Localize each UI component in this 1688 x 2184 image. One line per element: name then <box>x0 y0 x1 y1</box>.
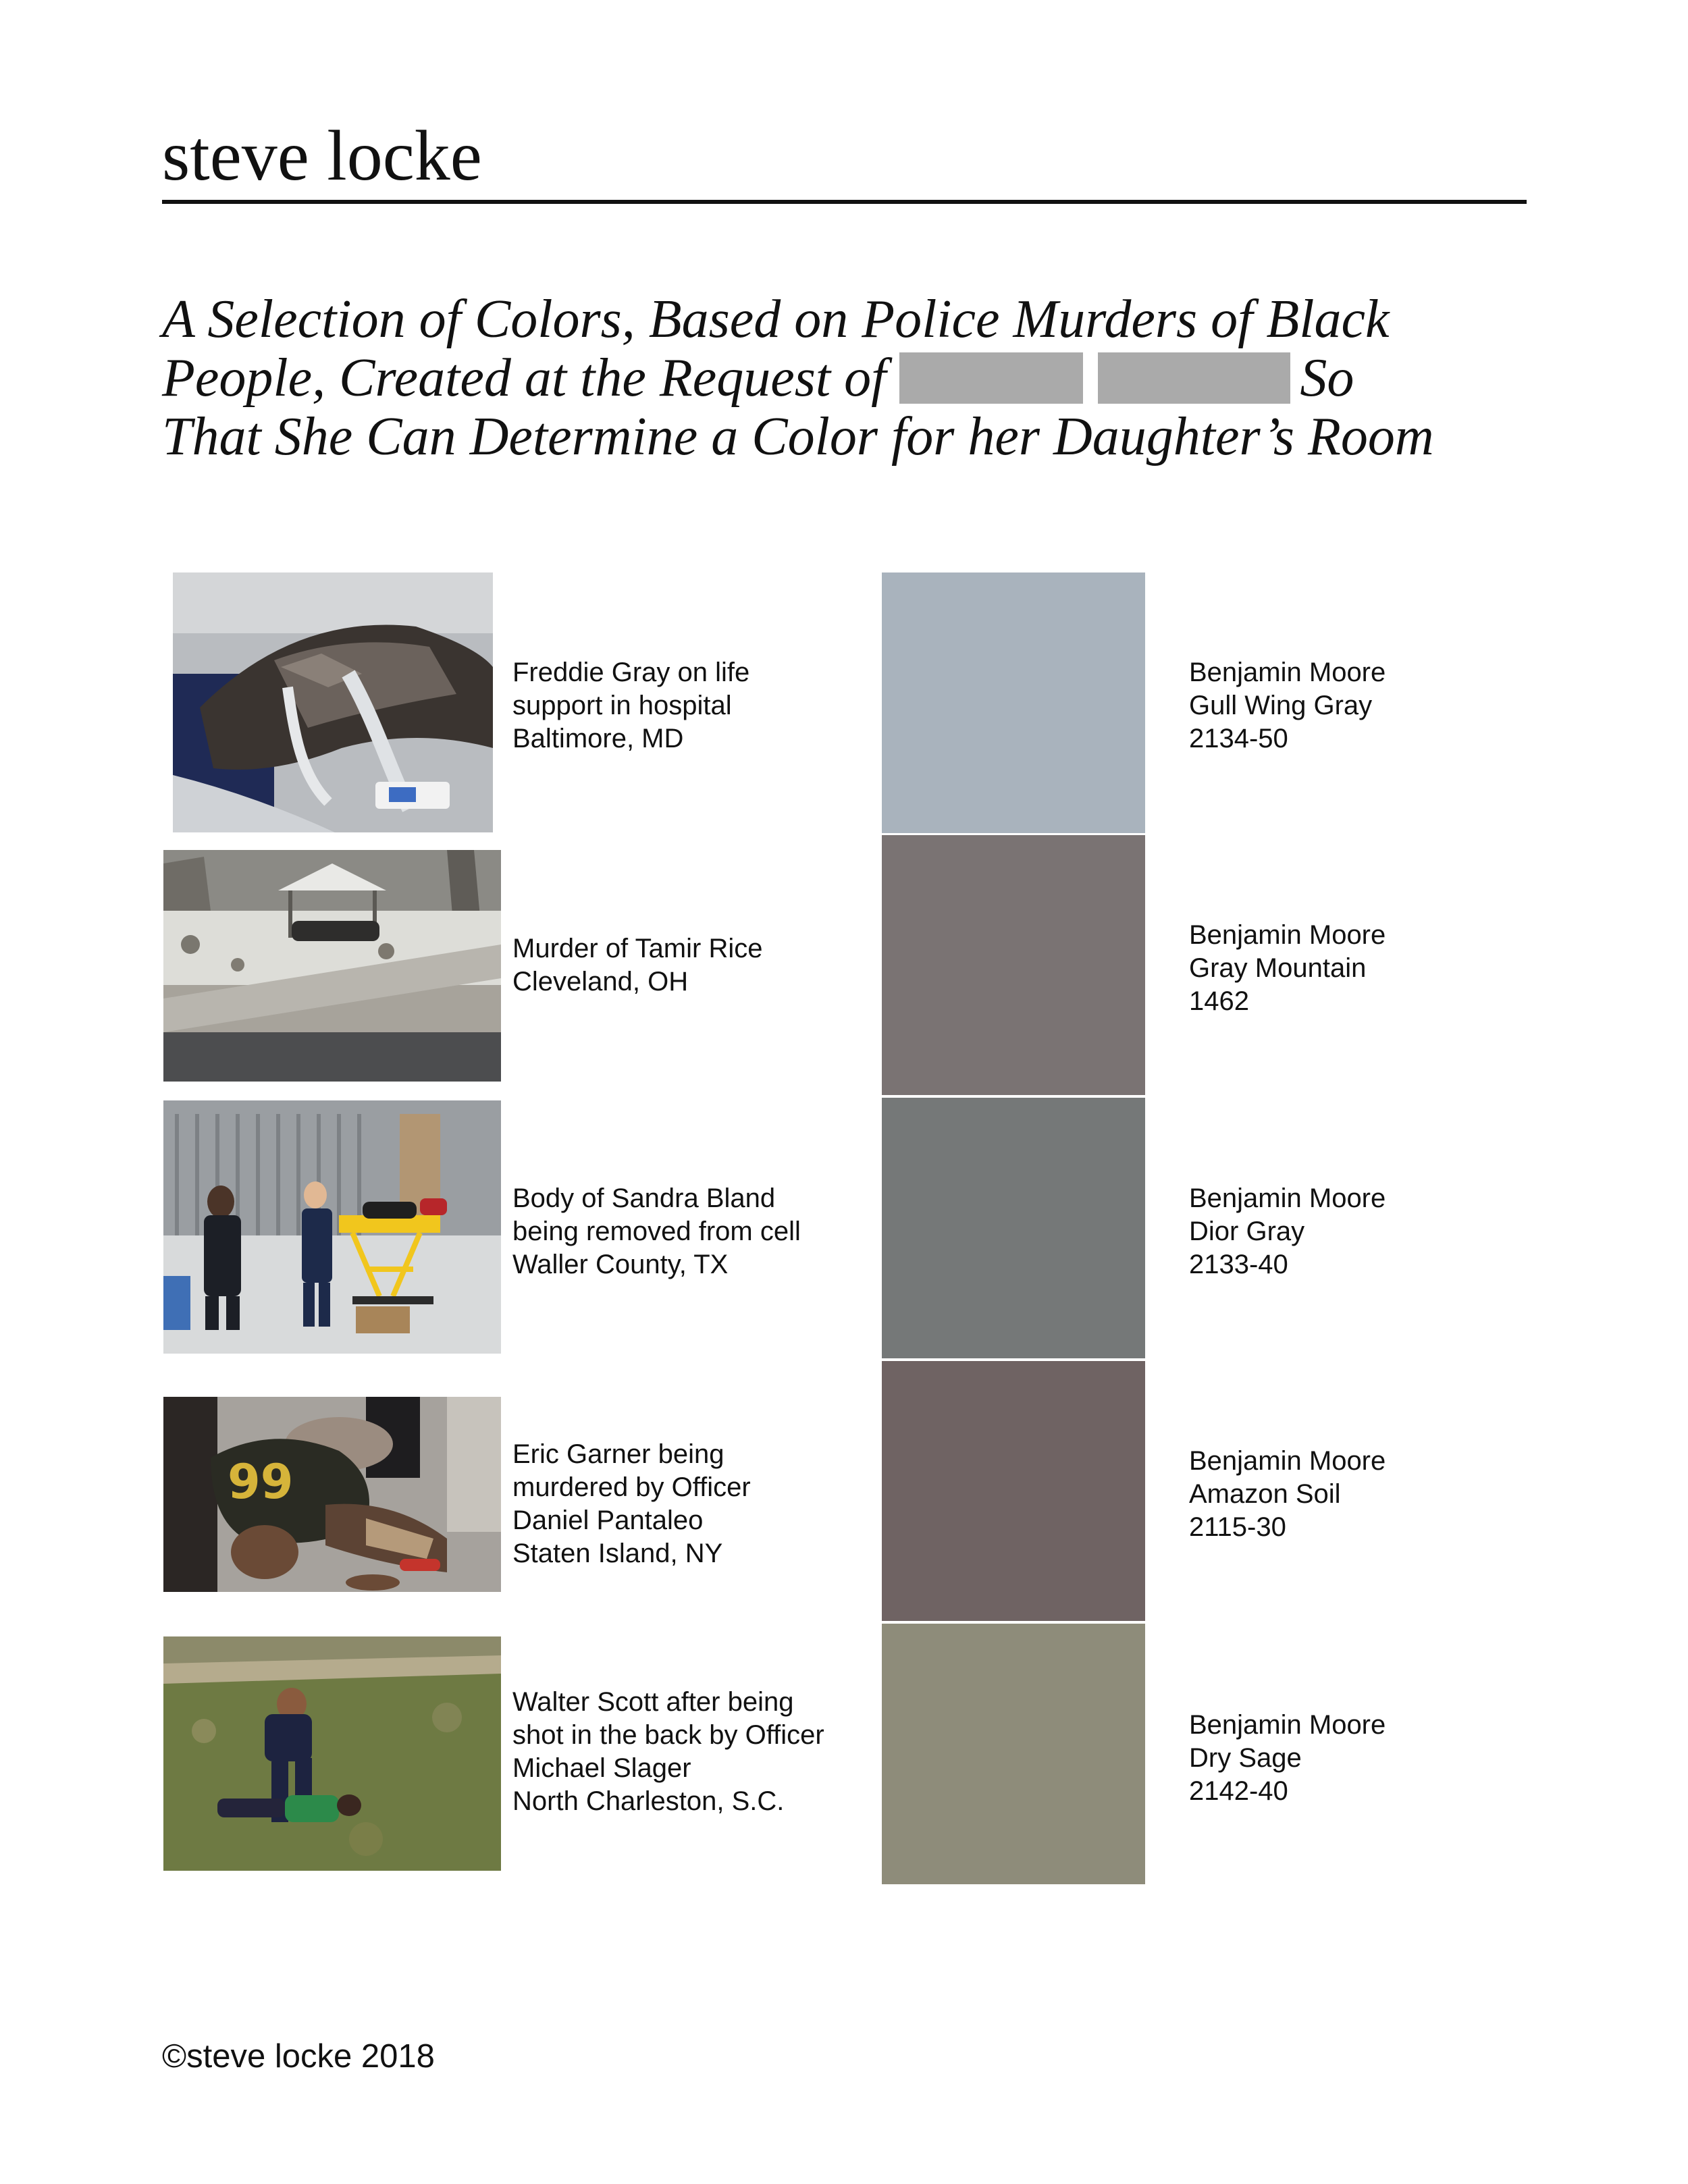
color-swatch-dior-gray <box>882 1098 1145 1358</box>
hospital-photo <box>173 572 493 832</box>
paint-brand: Benjamin Moore <box>1189 658 1386 687</box>
paint-label-3 <box>1189 1182 1493 1281</box>
paint-code: 2134-50 <box>1189 724 1288 753</box>
sidewalk-arrest-photo <box>163 1397 501 1592</box>
caption-2 <box>512 932 864 998</box>
paint-brand: Benjamin Moore <box>1189 1183 1386 1213</box>
color-swatch-gray-mountain <box>882 835 1145 1095</box>
paint-code: 2142-40 <box>1189 1776 1288 1806</box>
caption-4 <box>512 1438 864 1570</box>
paint-brand: Benjamin Moore <box>1189 920 1386 950</box>
caption-line: Staten Island, NY <box>512 1539 723 1568</box>
caption-line: Baltimore, MD <box>512 724 684 753</box>
author-name: steve locke <box>162 116 482 195</box>
grass-field-photo <box>163 1636 501 1871</box>
paint-label-1 <box>1189 656 1493 755</box>
title-line-2-start: People, Created at the Request of <box>162 348 887 408</box>
redaction-bar-last-name <box>1098 352 1290 404</box>
caption-line: Cleveland, OH <box>512 967 689 996</box>
paint-code: 2133-40 <box>1189 1250 1288 1279</box>
header-rule <box>162 200 1527 204</box>
park-gazebo-photo <box>163 850 501 1082</box>
copyright-footer: ©steve locke 2018 <box>162 2038 435 2075</box>
title-line-3: That She Can Determine a Color for her Daughter’s Room <box>162 407 1434 467</box>
paint-label-5 <box>1189 1709 1493 1808</box>
caption-line: Walter Scott after being <box>512 1687 794 1717</box>
paint-brand: Benjamin Moore <box>1189 1710 1386 1740</box>
color-swatch-gull-wing-gray <box>882 572 1145 833</box>
caption-3 <box>512 1182 864 1281</box>
caption-5 <box>512 1686 864 1818</box>
color-swatch-dry-sage <box>882 1624 1145 1884</box>
caption-1 <box>512 656 864 755</box>
caption-line: Body of Sandra Bland <box>512 1183 776 1213</box>
caption-line: North Charleston, S.C. <box>512 1786 785 1816</box>
paint-color-name: Dior Gray <box>1189 1217 1305 1246</box>
caption-line: Daniel Pantaleo <box>512 1506 704 1535</box>
caption-line: Eric Garner being <box>512 1439 724 1469</box>
caption-line: shot in the back by Officer <box>512 1720 824 1750</box>
paint-color-name: Amazon Soil <box>1189 1479 1341 1509</box>
redaction-bar-first-name <box>899 352 1083 404</box>
caption-line: support in hospital <box>512 691 732 720</box>
paint-label-4 <box>1189 1445 1493 1544</box>
svg-text:99: 99 <box>228 1454 294 1510</box>
paint-code: 1462 <box>1189 986 1249 1016</box>
caption-line: murdered by Officer <box>512 1472 751 1502</box>
caption-line: Waller County, TX <box>512 1250 729 1279</box>
document-title <box>162 290 1553 467</box>
caption-line: Murder of Tamir Rice <box>512 934 763 963</box>
caption-line: Michael Slager <box>512 1753 691 1783</box>
title-line-1: A Selection of Colors, Based on Police Murders of Black <box>162 290 1390 349</box>
color-swatch-amazon-soil <box>882 1361 1145 1621</box>
paint-code: 2115-30 <box>1189 1512 1286 1542</box>
jail-cell-photo <box>163 1100 501 1354</box>
paint-color-name: Gull Wing Gray <box>1189 691 1373 720</box>
paint-color-name: Gray Mountain <box>1189 953 1367 983</box>
paint-label-2 <box>1189 919 1493 1018</box>
paint-color-name: Dry Sage <box>1189 1743 1302 1773</box>
caption-line: Freddie Gray on life <box>512 658 750 687</box>
title-line-2-end: So <box>1300 348 1354 408</box>
paint-brand: Benjamin Moore <box>1189 1446 1386 1476</box>
caption-line: being removed from cell <box>512 1217 801 1246</box>
